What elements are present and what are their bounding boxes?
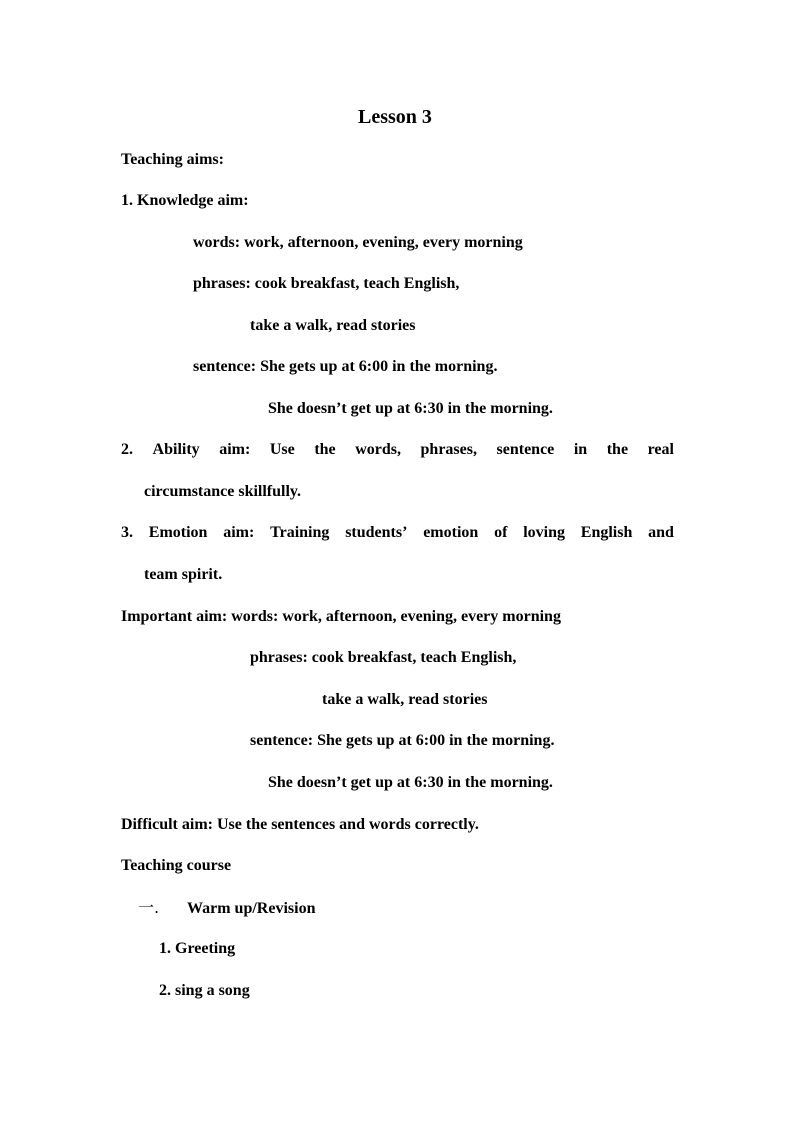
teaching-aims-heading: Teaching aims: xyxy=(121,151,224,168)
ability-aim-line-2: circumstance skillfully. xyxy=(144,483,302,500)
knowledge-phrases-line-1: phrases: cook breakfast, teach English, xyxy=(193,275,460,292)
section-title: Warm up/Revision xyxy=(187,900,316,917)
emotion-aim-line-1 xyxy=(121,523,674,543)
course-item-song: 2. sing a song xyxy=(159,982,250,999)
section-marker: 一. xyxy=(138,898,160,917)
emotion-aim-line-2: team spirit. xyxy=(144,566,223,583)
emotion-word: 3. xyxy=(121,524,133,541)
ability-word: sentence xyxy=(496,441,555,458)
emotion-word: English xyxy=(580,524,633,541)
difficult-aim: Difficult aim: Use the sentences and words correctly. xyxy=(121,816,479,833)
ability-word: the xyxy=(606,441,629,458)
emotion-word: and xyxy=(648,524,674,541)
teaching-course-heading: Teaching course xyxy=(121,857,232,874)
emotion-word: students’ xyxy=(345,524,408,541)
knowledge-phrases-line-2: take a walk, read stories xyxy=(250,317,416,334)
important-aim-phrases-line-1: phrases: cook breakfast, teach English, xyxy=(250,649,517,666)
knowledge-aim-label: 1. Knowledge aim: xyxy=(121,192,249,209)
knowledge-sentence-line-1: sentence: She gets up at 6:00 in the morning. xyxy=(193,358,498,375)
emotion-word: Training xyxy=(270,524,330,541)
ability-word: Use xyxy=(269,441,295,458)
emotion-word: emotion xyxy=(423,524,479,541)
important-aim-sentence-line-1: sentence: She gets up at 6:00 in the morning. xyxy=(250,732,555,749)
ability-word: 2. xyxy=(121,441,133,458)
ability-word: the xyxy=(314,441,336,458)
emotion-word: loving xyxy=(523,524,565,541)
ability-word: Ability xyxy=(152,441,200,458)
emotion-word: Emotion xyxy=(148,524,208,541)
knowledge-words: words: work, afternoon, evening, every morning xyxy=(193,234,523,251)
knowledge-sentence-line-2: She doesn’t get up at 6:30 in the morning. xyxy=(268,400,553,417)
ability-word: words, xyxy=(355,441,401,458)
emotion-word: aim: xyxy=(223,524,255,541)
ability-word: phrases, xyxy=(420,441,477,458)
lesson-title: Lesson 3 xyxy=(358,106,432,128)
ability-aim-line-1 xyxy=(121,440,674,460)
important-aim-words: Important aim: words: work, afternoon, evening, every morning xyxy=(121,608,561,625)
important-aim-phrases-line-2: take a walk, read stories xyxy=(322,691,488,708)
ability-word: in xyxy=(573,441,588,458)
important-aim-sentence-line-2: She doesn’t get up at 6:30 in the morning. xyxy=(268,774,553,791)
emotion-word: of xyxy=(494,524,508,541)
course-item-greeting: 1. Greeting xyxy=(159,940,236,957)
ability-word: aim: xyxy=(219,441,251,458)
ability-word: real xyxy=(647,441,674,458)
